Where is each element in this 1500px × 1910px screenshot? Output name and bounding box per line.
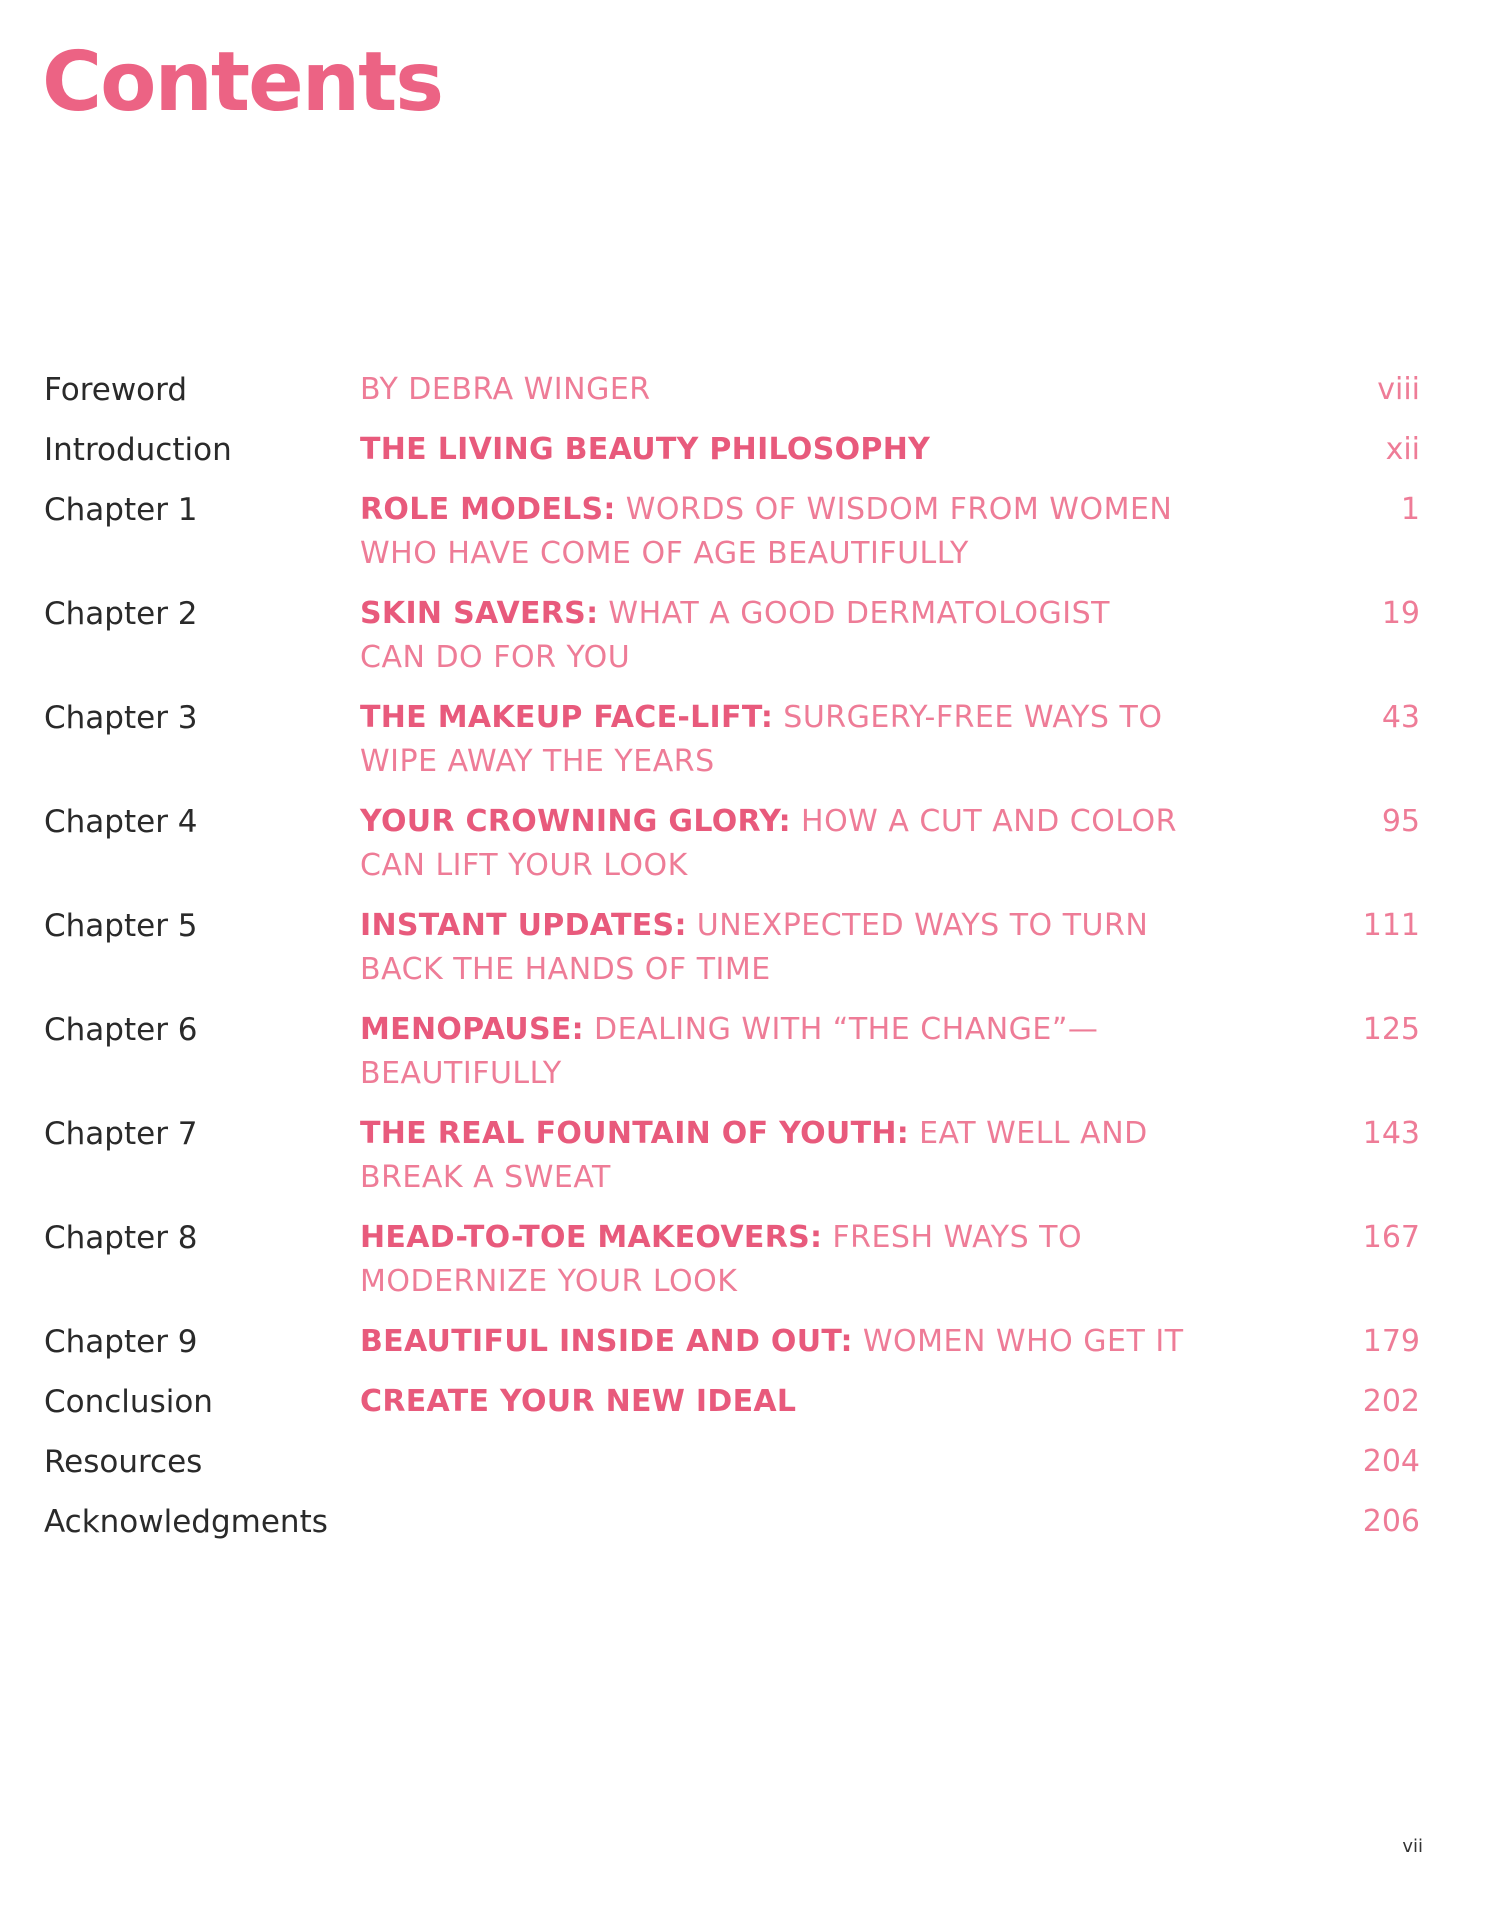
toc-entry-page-number: 111 — [1362, 908, 1420, 943]
toc-entry-page-number: 143 — [1362, 1116, 1420, 1151]
toc-entry-subtitle: SURGERY-FREE WAYS TO — [773, 700, 1163, 735]
toc-entry-subtitle-continued: BREAK A SWEAT — [360, 1160, 611, 1195]
toc-entry-label: Chapter 1 — [44, 492, 198, 528]
toc-entry-title: YOUR CROWNING GLORY: — [360, 804, 791, 839]
toc-entry-foreword[interactable] — [0, 368, 1500, 428]
toc-entry-chapter-9[interactable] — [0, 1320, 1500, 1380]
toc-entry-description — [360, 904, 1250, 992]
toc-entry-subtitle-continued: WIPE AWAY THE YEARS — [360, 744, 715, 779]
toc-entry-title: MENOPAUSE: — [360, 1012, 584, 1047]
toc-entry-title: INSTANT UPDATES: — [360, 908, 687, 943]
toc-entry-page-number: 95 — [1381, 804, 1420, 839]
toc-entry-page-number: 125 — [1362, 1012, 1420, 1047]
toc-entry-subtitle: BY DEBRA WINGER — [360, 372, 651, 407]
toc-entry-resources[interactable] — [0, 1440, 1500, 1500]
toc-entry-page-number: 43 — [1381, 700, 1420, 735]
toc-entry-description — [360, 1216, 1250, 1304]
toc-entry-page-number: viii — [1377, 372, 1420, 407]
toc-entry-subtitle-continued: MODERNIZE YOUR LOOK — [360, 1264, 738, 1299]
toc-entry-description — [360, 368, 1250, 412]
toc-entry-page-number: 1 — [1400, 492, 1420, 527]
toc-entry-subtitle-continued: CAN LIFT YOUR LOOK — [360, 848, 688, 883]
toc-entry-label: Chapter 7 — [44, 1116, 198, 1152]
toc-entry-title: THE MAKEUP FACE-LIFT: — [360, 700, 774, 735]
toc-entry-subtitle-continued: WHO HAVE COME OF AGE BEAUTIFULLY — [360, 536, 969, 571]
toc-entry-label: Chapter 4 — [44, 804, 198, 840]
toc-entry-label: Chapter 3 — [44, 700, 198, 736]
toc-entry-description — [360, 1380, 1250, 1424]
toc-entry-subtitle: DEALING WITH “THE CHANGE”— — [583, 1012, 1099, 1047]
toc-entry-title: CREATE YOUR NEW IDEAL — [360, 1384, 797, 1419]
toc-entry-page-number: 167 — [1362, 1220, 1420, 1255]
toc-entry-subtitle: WORDS OF WISDOM FROM WOMEN — [615, 492, 1173, 527]
toc-entry-subtitle: WOMEN WHO GET IT — [852, 1324, 1184, 1359]
toc-entry-description — [360, 1008, 1250, 1096]
toc-entry-chapter-6[interactable] — [0, 1008, 1500, 1112]
toc-entry-title: THE REAL FOUNTAIN OF YOUTH: — [360, 1116, 910, 1151]
toc-entry-label: Chapter 6 — [44, 1012, 198, 1048]
toc-entry-description — [360, 800, 1250, 888]
toc-entry-label: Resources — [44, 1444, 203, 1480]
toc-entry-subtitle: UNEXPECTED WAYS TO TURN — [686, 908, 1149, 943]
toc-entry-page-number: 206 — [1362, 1504, 1420, 1539]
toc-entry-chapter-3[interactable] — [0, 696, 1500, 800]
toc-entry-label: Chapter 9 — [44, 1324, 198, 1360]
toc-entry-subtitle-continued: CAN DO FOR YOU — [360, 640, 631, 675]
toc-entry-subtitle: HOW A CUT AND COLOR — [790, 804, 1177, 839]
toc-entry-page-number: 19 — [1381, 596, 1420, 631]
toc-entry-title: BEAUTIFUL INSIDE AND OUT: — [360, 1324, 853, 1359]
toc-entry-page-number: 179 — [1362, 1324, 1420, 1359]
page-title: Contents — [42, 35, 443, 130]
toc-entry-chapter-2[interactable] — [0, 592, 1500, 696]
toc-entry-title: ROLE MODELS: — [360, 492, 616, 527]
toc-entry-title: THE LIVING BEAUTY PHILOSOPHY — [360, 432, 931, 467]
toc-entry-label: Acknowledgments — [44, 1504, 328, 1540]
toc-entry-label: Foreword — [44, 372, 188, 408]
toc-entry-acknowledgments[interactable] — [0, 1500, 1500, 1560]
toc-entry-description — [360, 428, 1250, 472]
toc-entry-chapter-5[interactable] — [0, 904, 1500, 1008]
toc-entry-page-number: 202 — [1362, 1384, 1420, 1419]
toc-entry-chapter-7[interactable] — [0, 1112, 1500, 1216]
toc-entry-description — [360, 488, 1250, 576]
toc-entry-title: HEAD-TO-TOE MAKEOVERS: — [360, 1220, 823, 1255]
toc-entry-description — [360, 696, 1250, 784]
toc-entry-description — [360, 1112, 1250, 1200]
toc-entry-chapter-4[interactable] — [0, 800, 1500, 904]
toc-entry-chapter-8[interactable] — [0, 1216, 1500, 1320]
folio-page-number: vii — [1402, 1836, 1423, 1857]
toc-entry-label: Chapter 5 — [44, 908, 198, 944]
toc-entry-subtitle: FRESH WAYS TO — [822, 1220, 1083, 1255]
toc-entry-label: Chapter 2 — [44, 596, 198, 632]
toc-entry-subtitle: WHAT A GOOD DERMATOLOGIST — [598, 596, 1110, 631]
table-of-contents — [0, 368, 1500, 1560]
toc-entry-label: Introduction — [44, 432, 232, 468]
toc-entry-page-number: 204 — [1362, 1444, 1420, 1479]
toc-entry-title: SKIN SAVERS: — [360, 596, 599, 631]
toc-entry-subtitle-continued: BACK THE HANDS OF TIME — [360, 952, 771, 987]
toc-entry-page-number: xii — [1385, 432, 1420, 467]
toc-entry-description — [360, 1320, 1250, 1364]
toc-entry-conclusion[interactable] — [0, 1380, 1500, 1440]
toc-entry-chapter-1[interactable] — [0, 488, 1500, 592]
toc-entry-subtitle: EAT WELL AND — [909, 1116, 1148, 1151]
toc-entry-label: Conclusion — [44, 1384, 213, 1420]
toc-entry-description — [360, 592, 1250, 680]
toc-entry-introduction[interactable] — [0, 428, 1500, 488]
toc-entry-label: Chapter 8 — [44, 1220, 198, 1256]
toc-entry-subtitle-continued: BEAUTIFULLY — [360, 1056, 562, 1091]
